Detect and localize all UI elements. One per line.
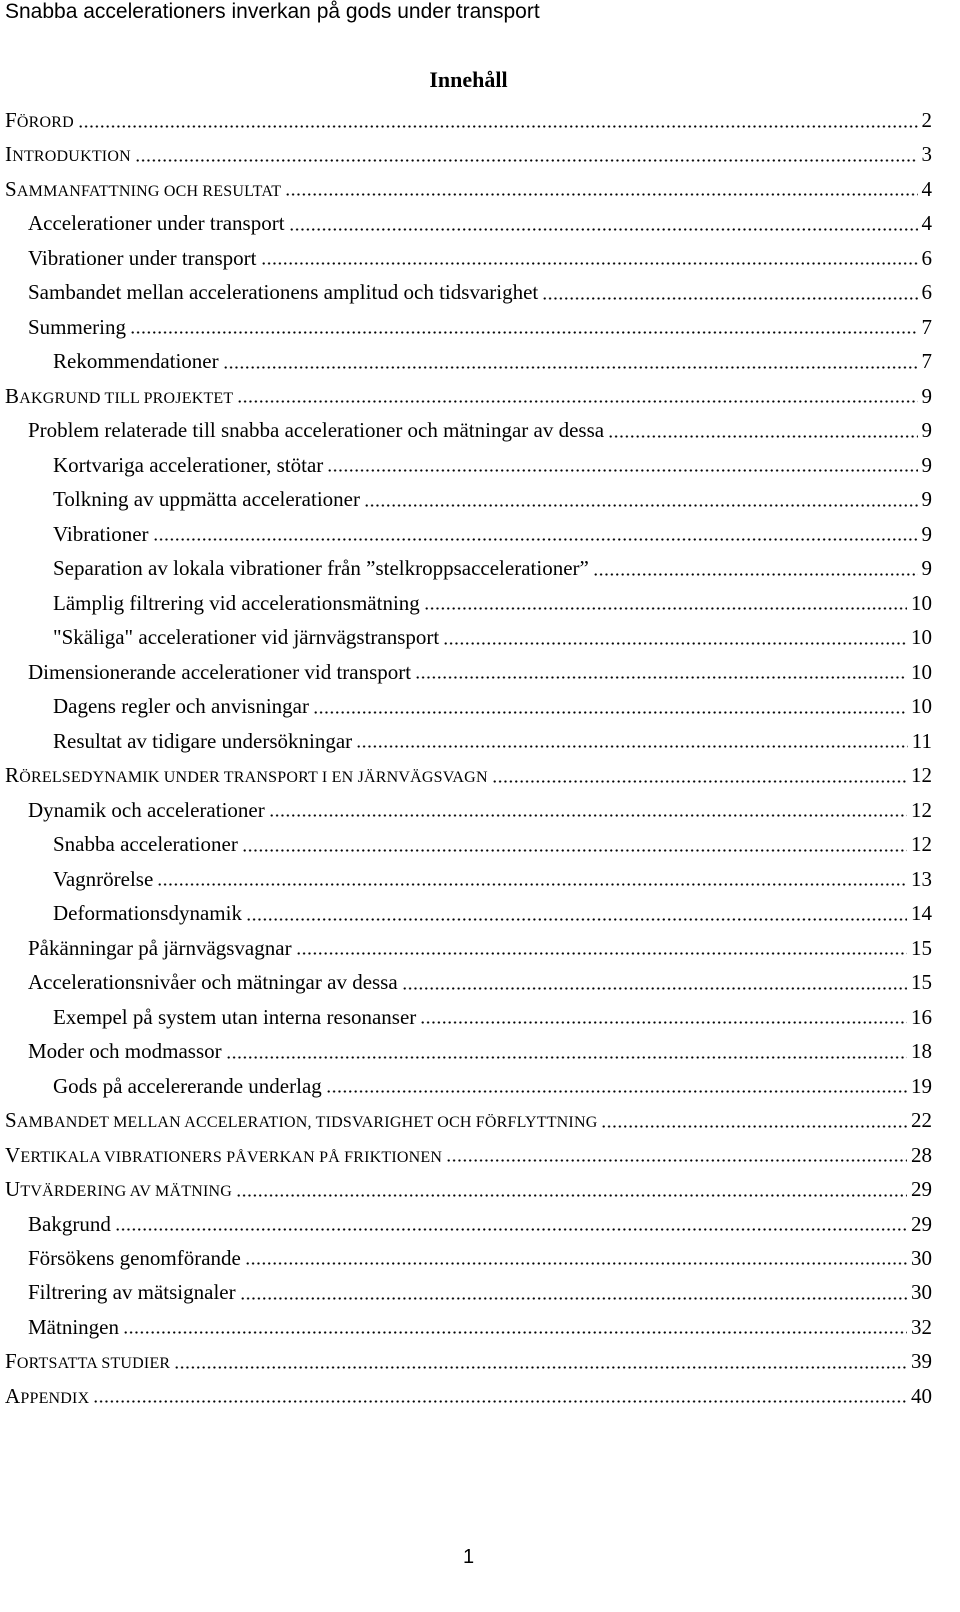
toc-dot-leader — [261, 241, 918, 275]
toc-dot-leader — [446, 1138, 907, 1172]
toc-entry-page: 9 — [921, 487, 932, 512]
toc-entry-page: 9 — [921, 383, 932, 408]
toc-entry[interactable] — [5, 1000, 932, 1034]
toc-entry[interactable] — [5, 517, 932, 551]
toc-entry-title: Problem relaterade till snabba accelerationer och mätningar av dessa — [28, 418, 605, 443]
toc-entry-title: Lämplig filtrering vid accelerationsmätning — [53, 590, 420, 615]
toc-entry-page: 9 — [921, 521, 932, 546]
toc-entry[interactable] — [5, 103, 932, 137]
toc-entry-title: Tolkning av uppmätta accelerationer — [53, 487, 360, 512]
toc-entry-title: SAMMANFATTNING OCH RESULTAT — [5, 176, 282, 201]
toc-entry[interactable] — [5, 551, 932, 585]
document-running-title: Snabba accelerationers inverkan på gods under transport — [5, 0, 540, 23]
toc-entry[interactable] — [5, 1344, 932, 1378]
page-number: 1 — [462, 1546, 475, 1568]
toc-entry-page: 13 — [911, 866, 932, 891]
toc-entry-page: 40 — [911, 1383, 932, 1408]
toc-dot-leader — [245, 1241, 907, 1275]
toc-entry[interactable] — [5, 241, 932, 275]
toc-entry-page: 19 — [911, 1073, 932, 1098]
toc-entry-title: SAMBANDET MELLAN ACCELERATION, TIDSVARIGHET OCH FÖRFLYTTNING — [5, 1108, 598, 1133]
toc-entry-page: 11 — [911, 728, 932, 753]
toc-entry-page: 9 — [921, 418, 932, 443]
toc-entry[interactable] — [5, 965, 932, 999]
toc-entry-title: Vagnrörelse — [53, 866, 154, 891]
toc-entry-title: Dynamik och accelerationer — [28, 797, 265, 822]
toc-entry-title: Rekommendationer — [53, 349, 219, 374]
toc-entry-page: 10 — [911, 625, 932, 650]
toc-entry[interactable] — [5, 310, 932, 344]
toc-entry-page: 4 — [921, 211, 932, 236]
toc-entry-title: FORTSATTA STUDIER — [5, 1349, 171, 1374]
toc-entry-title: Sambandet mellan accelerationens amplitud och tidsvarighet — [28, 280, 539, 305]
toc-entry-title: Gods på accelererande underlag — [53, 1073, 322, 1098]
toc-entry-page: 30 — [911, 1280, 932, 1305]
toc-entry[interactable] — [5, 827, 932, 861]
toc-dot-leader — [269, 793, 907, 827]
toc-entry[interactable] — [5, 448, 932, 482]
toc-entry-title: RÖRELSEDYNAMIK UNDER TRANSPORT I EN JÄRNVÄGSVAGN — [5, 763, 488, 788]
toc-entry[interactable] — [5, 344, 932, 378]
toc-entry-title: Påkänningar på järnvägsvagnar — [28, 935, 292, 960]
toc-entry-page: 10 — [911, 694, 932, 719]
toc-dot-leader — [420, 1000, 907, 1034]
toc-entry-title: Vibrationer — [53, 521, 149, 546]
toc-entry-page: 10 — [911, 590, 932, 615]
toc-entry-title: VERTIKALA VIBRATIONERS PÅVERKAN PÅ FRIKTIONEN — [5, 1142, 443, 1167]
toc-entry[interactable] — [5, 586, 932, 620]
toc-dot-leader — [153, 517, 918, 551]
toc-entry-page: 15 — [911, 970, 932, 995]
toc-entry[interactable] — [5, 1241, 932, 1275]
toc-entry-title: Dimensionerande accelerationer vid transport — [28, 659, 412, 684]
toc-dot-leader — [123, 1310, 907, 1344]
toc-entry[interactable] — [5, 206, 932, 240]
toc-entry-page: 7 — [921, 349, 932, 374]
toc-dot-leader — [246, 896, 907, 930]
toc-dot-leader — [135, 137, 918, 171]
toc-dot-leader — [601, 1103, 907, 1137]
toc-entry[interactable] — [5, 896, 932, 930]
toc-entry[interactable] — [5, 1379, 932, 1413]
toc-dot-leader — [289, 206, 918, 240]
toc-entry-title: "Skäliga" accelerationer vid järnvägstransport — [53, 625, 440, 650]
toc-entry-title: Accelerationer under transport — [28, 211, 285, 236]
toc-entry[interactable] — [5, 413, 932, 447]
toc-entry-title: Summering — [28, 314, 126, 339]
toc-dot-leader — [415, 655, 907, 689]
toc-entry[interactable] — [5, 1275, 932, 1309]
toc-entry-title: Bakgrund — [28, 1211, 111, 1236]
toc-dot-leader — [492, 758, 907, 792]
toc-entry-page: 4 — [921, 176, 932, 201]
toc-entry-title: FÖRORD — [5, 108, 74, 132]
toc-dot-leader — [242, 827, 907, 861]
toc-entry[interactable] — [5, 482, 932, 516]
toc-entry[interactable] — [5, 172, 932, 206]
toc-dot-leader — [296, 931, 907, 965]
toc-entry[interactable] — [5, 655, 932, 689]
toc-entry[interactable] — [5, 379, 932, 413]
toc-entry[interactable] — [5, 758, 932, 792]
toc-entry-title: Separation av lokala vibrationer från ”stelkroppsaccelerationer” — [53, 556, 589, 581]
toc-entry-page: 9 — [921, 556, 932, 581]
toc-dot-leader — [174, 1344, 907, 1378]
toc-entry[interactable] — [5, 137, 932, 171]
toc-entry-page: 14 — [911, 901, 932, 926]
toc-entry-page: 39 — [911, 1349, 932, 1374]
toc-dot-leader — [313, 689, 907, 723]
toc-entry[interactable] — [5, 1207, 932, 1241]
toc-entry-title: Deformationsdynamik — [53, 901, 242, 926]
toc-entry-page: 3 — [921, 142, 932, 167]
toc-entry-title: Kortvariga accelerationer, stötar — [53, 452, 324, 477]
toc-entry-page: 29 — [911, 1177, 932, 1202]
toc-entry-page: 15 — [911, 935, 932, 960]
toc-dot-leader — [285, 172, 917, 206]
toc-entry-page: 28 — [911, 1142, 932, 1167]
toc-dot-leader — [356, 724, 908, 758]
toc-entry-page: 7 — [921, 314, 932, 339]
toc-entry-page: 2 — [921, 108, 932, 132]
toc-dot-leader — [78, 103, 918, 137]
toc-dot-leader — [364, 482, 918, 516]
toc-entry-title: Exempel på system utan interna resonanser — [53, 1004, 417, 1029]
toc-entry[interactable] — [5, 793, 932, 827]
toc-entry-title: Moder och modmassor — [28, 1039, 222, 1064]
toc-entry-page: 18 — [911, 1039, 932, 1064]
toc-heading: Innehåll — [429, 67, 508, 92]
toc-entry-page: 16 — [911, 1004, 932, 1029]
toc-entry-page: 30 — [911, 1245, 932, 1270]
toc-entry-page: 22 — [911, 1108, 932, 1133]
toc-entry-title: Försökens genomförande — [28, 1245, 241, 1270]
toc-dot-leader — [593, 551, 918, 585]
toc-dot-leader — [157, 862, 907, 896]
toc-dot-leader — [240, 1275, 907, 1309]
toc-dot-leader — [542, 275, 917, 309]
toc-entry-title: BAKGRUND TILL PROJEKTET — [5, 383, 234, 408]
toc-entry-title: Dagens regler och anvisningar — [53, 694, 309, 719]
table-of-contents — [5, 103, 932, 1413]
toc-entry-page: 29 — [911, 1211, 932, 1236]
toc-dot-leader — [608, 413, 917, 447]
toc-entry[interactable] — [5, 1103, 932, 1137]
toc-dot-leader — [236, 1172, 907, 1206]
toc-dot-leader — [223, 344, 918, 378]
toc-entry-title: Mätningen — [28, 1314, 119, 1339]
toc-dot-leader — [327, 448, 917, 482]
toc-entry-title: INTRODUKTION — [5, 142, 131, 167]
toc-dot-leader — [424, 586, 907, 620]
toc-entry-page: 10 — [911, 659, 932, 684]
toc-entry-page: 6 — [921, 245, 932, 270]
toc-entry-page: 12 — [911, 832, 932, 857]
toc-entry[interactable] — [5, 620, 932, 654]
toc-dot-leader — [237, 379, 917, 413]
toc-entry[interactable] — [5, 1172, 932, 1206]
toc-entry[interactable] — [5, 1138, 932, 1172]
toc-dot-leader — [402, 965, 907, 999]
toc-dot-leader — [443, 620, 907, 654]
toc-entry[interactable] — [5, 1069, 932, 1103]
toc-entry-page: 9 — [921, 452, 932, 477]
toc-entry-title: Resultat av tidigare undersökningar — [53, 728, 353, 753]
toc-entry-page: 12 — [911, 797, 932, 822]
toc-entry-title: Vibrationer under transport — [28, 245, 257, 270]
toc-entry[interactable] — [5, 1034, 932, 1068]
toc-entry-page: 32 — [911, 1314, 932, 1339]
toc-entry[interactable] — [5, 1310, 932, 1344]
toc-dot-leader — [93, 1379, 907, 1413]
toc-entry-title: Snabba accelerationer — [53, 832, 238, 857]
toc-dot-leader — [226, 1034, 907, 1068]
toc-entry-title: UTVÄRDERING AV MÄTNING — [5, 1177, 232, 1202]
toc-dot-leader — [115, 1207, 907, 1241]
toc-entry-page: 12 — [911, 763, 932, 788]
toc-entry-title: Accelerationsnivåer och mätningar av dessa — [28, 970, 398, 995]
toc-entry[interactable] — [5, 931, 932, 965]
toc-entry[interactable] — [5, 724, 932, 758]
toc-entry[interactable] — [5, 689, 932, 723]
toc-entry[interactable] — [5, 275, 932, 309]
toc-entry-page: 6 — [921, 280, 932, 305]
toc-dot-leader — [130, 310, 918, 344]
toc-entry-title: APPENDIX — [5, 1383, 90, 1408]
toc-entry-title: Filtrering av mätsignaler — [28, 1280, 236, 1305]
toc-entry[interactable] — [5, 862, 932, 896]
toc-dot-leader — [326, 1069, 907, 1103]
